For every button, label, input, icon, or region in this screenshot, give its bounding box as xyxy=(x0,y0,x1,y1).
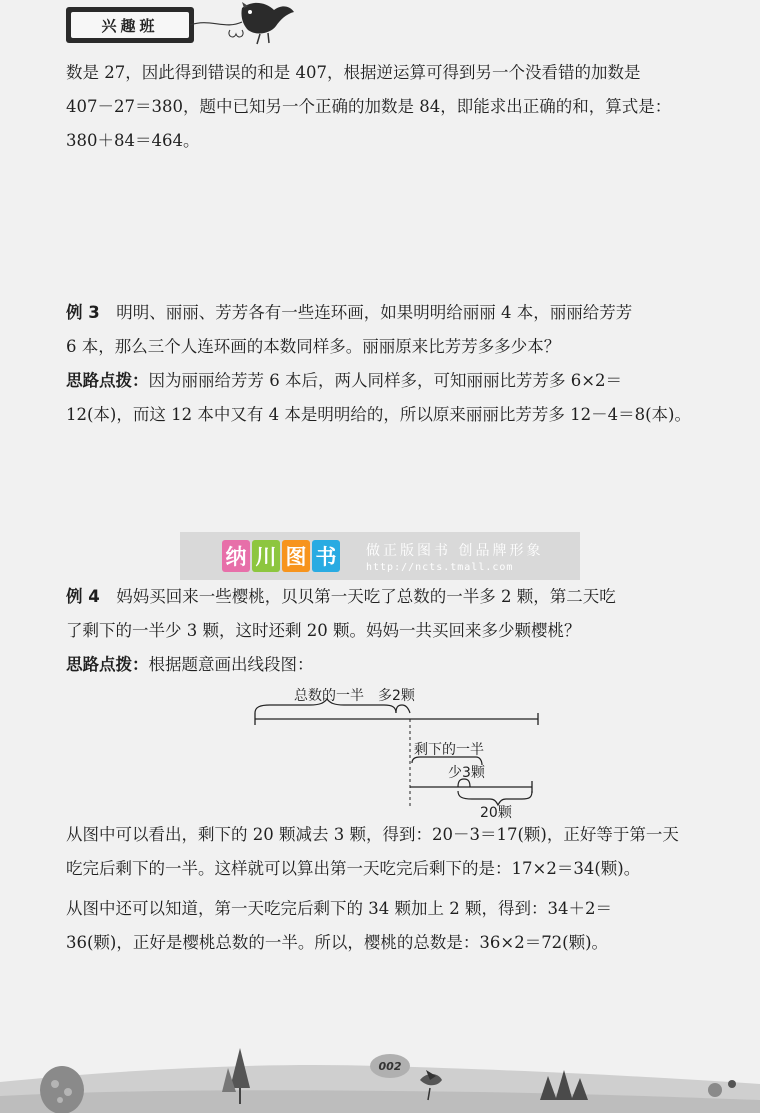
label-minus-three: 少3颗 xyxy=(448,765,485,781)
example-3-hint-text-2: 12(本)，而这 12 本中又有 4 本是明明给的，所以原来丽丽比芳芳多 12－4＝8(本)。 xyxy=(66,405,691,424)
intro-line-3: 380＋84＝464。 xyxy=(66,131,200,150)
label-remaining-half: 剩下的一半 xyxy=(414,742,484,758)
example-4-hint xyxy=(66,648,732,682)
page-number: 002 xyxy=(378,1060,402,1073)
example-3-hint-label: 思路点拨： xyxy=(66,371,149,390)
solution-p2-line-1: 从图中还可以知道，第一天吃完后剩下的 34 颗加上 2 颗，得到：34＋2＝ xyxy=(66,899,612,918)
watermark-slogan: 做正版图书 创品牌形象 xyxy=(366,542,544,559)
example-4-question-text-2: 了剩下的一半少 3 颗，这时还剩 20 颗。妈妈一共买回来多少颗樱桃？ xyxy=(66,621,581,640)
example-4-question xyxy=(66,580,732,614)
example-3-question-text-1: 明明、丽丽、芳芳各有一些连环画，如果明明给丽丽 4 本，丽丽给芳芳 xyxy=(99,303,633,322)
publisher-logo xyxy=(222,540,340,572)
example-3-hint xyxy=(66,364,732,398)
section-tag-label: 兴趣班 xyxy=(71,12,189,38)
solution-block xyxy=(66,818,732,960)
solution-p1-line-1: 从图中可以看出，剩下的 20 颗减去 3 颗，得到：20－3＝17(颗)，正好等于第一天 xyxy=(66,825,679,844)
publisher-watermark xyxy=(180,532,580,580)
half-total-brace xyxy=(255,699,396,713)
logo-char: 纳 xyxy=(222,540,250,572)
example-4-label: 例 4 xyxy=(66,587,100,606)
example-3-question xyxy=(66,296,732,330)
logo-char: 川 xyxy=(252,540,280,572)
footer-illustration xyxy=(0,1040,760,1113)
watermark-url: http://ncts.tmall.com xyxy=(366,561,514,573)
remaining-half-end xyxy=(474,757,482,765)
solution-p1-line-2: 吃完后剩下的一半。这样就可以算出第一天吃完后剩下的是：17×2＝34(颗)。 xyxy=(66,859,641,878)
example-4-question-text-1: 妈妈买回来一些樱桃，贝贝第一天吃了总数的一半多 2 颗，第二天吃 xyxy=(99,587,616,606)
watermark-text xyxy=(366,540,543,573)
solution-p2-line-2: 36(颗)，正好是樱桃总数的一半。所以，樱桃的总数是：36×2＝72(颗)。 xyxy=(66,933,609,952)
label-half-total: 总数的一半 xyxy=(294,688,364,704)
tree-bush-icon xyxy=(40,1066,84,1113)
twenty-brace xyxy=(458,791,532,805)
label-plus-two: 多2颗 xyxy=(378,688,415,704)
example-4-hint-label: 思路点拨： xyxy=(66,655,149,674)
pebble-icon xyxy=(708,1083,722,1097)
intro-line-1: 数是 27，因此得到错误的和是 407，根据逆运算可得到另一个没看错的加数是 xyxy=(66,63,641,82)
example-3-hint-text-1: 因为丽丽给芳芳 6 本后，两人同样多，可知丽丽比芳芳多 6×2＝ xyxy=(148,371,623,390)
example-3-label: 例 3 xyxy=(66,303,100,322)
example-4 xyxy=(66,580,732,682)
section-tag xyxy=(66,7,194,43)
example-3-question-text-2: 6 本，那么三个人连环画的本数同样多。丽丽原来比芳芳多多少本？ xyxy=(66,337,561,356)
intro-block xyxy=(66,56,732,158)
label-twenty: 20颗 xyxy=(480,805,512,821)
plus-two-brace xyxy=(396,705,410,713)
example-3 xyxy=(66,296,732,432)
example-4-hint-text-1: 根据题意画出线段图： xyxy=(148,655,314,674)
logo-char: 图 xyxy=(282,540,310,572)
line-segment-diagram xyxy=(250,683,550,823)
intro-line-2: 407－27＝380，题中已知另一个正确的加数是 84，即能求出正确的和，算式是： xyxy=(66,97,672,116)
logo-char: 书 xyxy=(312,540,340,572)
bird-kite-illustration xyxy=(190,0,300,52)
